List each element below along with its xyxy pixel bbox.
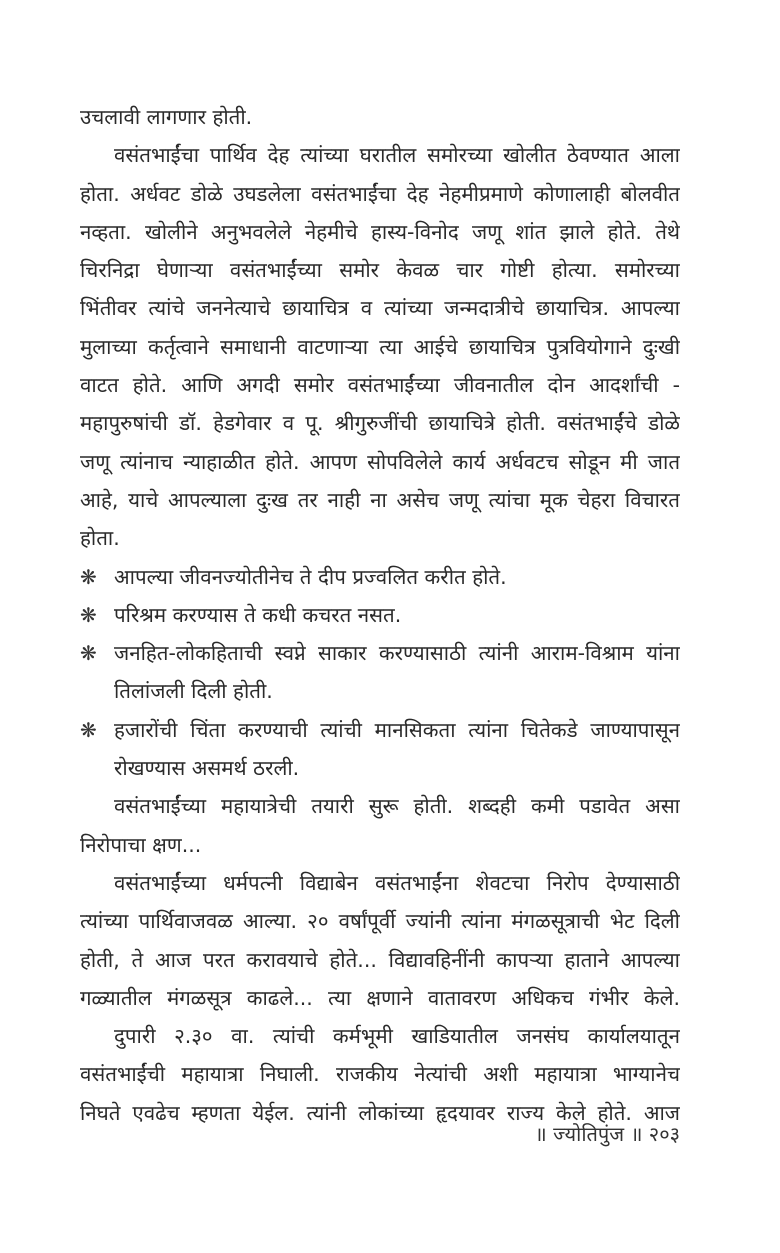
- text-line: [80, 826, 680, 864]
- text-line: [80, 749, 680, 787]
- text-line: [80, 558, 680, 596]
- line-text: निघते एवढेच म्हणता येईल. त्यांनी लोकांच्या हृदयावर राज्य केले होते. आज: [80, 1100, 680, 1125]
- line-text: तिलांजली दिली होती.: [114, 679, 273, 704]
- line-text: परिश्रम करण्यास ते कधी कचरत नसत.: [114, 602, 402, 627]
- text-line: [80, 1055, 680, 1093]
- line-text: वसंतभाईंची महायात्रा निघाली. राजकीय नेत्यांची अशी महायात्रा भाग्यानेच: [80, 1062, 680, 1087]
- line-text: नव्हता. खोलीने अनुभवलेले नेहमीचे हास्य-विनोद जणू शांत झाले होते. तेथे: [80, 219, 680, 244]
- line-text: दुपारी २.३० वा. त्यांची कर्मभूमी खाडियातील जनसंघ कार्यालयातून: [114, 1024, 680, 1049]
- text-line: [80, 443, 680, 481]
- body-text: [80, 98, 680, 1132]
- line-text: चिरनिद्रा घेणाऱ्या वसंतभाईंच्या समोर केवळ चार गोष्टी होत्या. समोरच्या: [80, 258, 680, 283]
- text-line: [80, 634, 680, 672]
- line-text: जणू त्यांनाच न्याहाळीत होते. आपण सोपविलेले कार्य अर्धवटच सोडून मी जात: [80, 449, 680, 474]
- line-text: जनहित-लोकहिताची स्वप्ने साकार करण्यासाठी त्यांनी आराम-विश्राम यांना: [114, 641, 680, 666]
- line-text: गळ्यातील मंगळसूत्र काढले... त्या क्षणाने वातावरण अधिकच गंभीर केले.: [80, 985, 680, 1010]
- text-line: [80, 1017, 680, 1055]
- text-line: [80, 251, 680, 289]
- line-text: वाटत होते. आणि अगदी समोर वसंतभाईंच्या जीवनातील दोन आदर्शांची -: [80, 373, 680, 398]
- line-text: आपल्या जीवनज्योतीनेच ते दीप प्रज्वलित करीत होते.: [114, 564, 507, 589]
- text-line: [80, 711, 680, 749]
- text-line: [80, 213, 680, 251]
- text-line: [80, 98, 680, 136]
- line-text: होता. अर्धवट डोळे उघडलेला वसंतभाईंचा देह नेहमीप्रमाणे कोणालाही बोलवीत: [80, 181, 680, 206]
- line-text: मुलाच्या कर्तृत्वाने समाधानी वाटणाऱ्या त्या आईचे छायाचित्र पुत्रवियोगाने दुःखी: [80, 334, 680, 359]
- line-text: वसंतभाईंच्या धर्मपत्नी विद्याबेन वसंतभाईंना शेवटचा निरोप देण्यासाठी: [114, 870, 680, 895]
- line-text: वसंतभाईंचा पार्थिव देह त्यांच्या घरातील समोरच्या खोलीत ठेवण्यात आला: [114, 143, 680, 168]
- line-text: उचलावी लागणार होती.: [80, 105, 253, 129]
- line-text: त्यांच्या पार्थिवाजवळ आल्या. २० वर्षांपूर्वी ज्यांनी त्यांना मंगळसूत्राची भेट दिली: [80, 909, 680, 934]
- text-line: [80, 519, 680, 557]
- line-text: भिंतीवर त्यांचे जननेत्याचे छायाचित्र व त्यांच्या जन्मदात्रीचे छायाचित्र. आपल्या: [80, 296, 680, 321]
- text-line: [80, 672, 680, 710]
- text-line: [80, 902, 680, 940]
- line-text: हजारोंची चिंता करण्याची त्यांची मानसिकता त्यांना चितेकडे जाण्यापासून: [114, 717, 680, 742]
- line-text: वसंतभाईंच्या महायात्रेची तयारी सुरू होती. शब्दही कमी पडावेत असा: [114, 794, 680, 819]
- text-line: [80, 596, 680, 634]
- line-text: निरोपाचा क्षण...: [80, 832, 202, 857]
- text-line: [80, 289, 680, 327]
- line-text: होता.: [80, 526, 120, 551]
- bullet-icon: ❋: [80, 602, 97, 627]
- bullet-icon: ❋: [80, 641, 97, 666]
- text-line: [80, 979, 680, 1017]
- line-text: महापुरुषांची डॉ. हेडगेवार व पू. श्रीगुरुजींची छायाचित्रे होती. वसंतभाईंचे डोळे: [80, 411, 680, 436]
- text-line: [80, 175, 680, 213]
- text-line: [80, 941, 680, 979]
- text-line: [80, 404, 680, 442]
- text-line: [80, 864, 680, 902]
- line-text: रोखण्यास असमर्थ ठरली.: [114, 756, 300, 781]
- page-footer: ॥ ज्योतिपुंज ॥ २०३: [534, 1122, 680, 1146]
- text-line: [80, 328, 680, 366]
- bullet-icon: ❋: [80, 564, 97, 589]
- text-line: [80, 366, 680, 404]
- line-text: होती, ते आज परत करावयाचे होते... विद्यावहिनींनी कापऱ्या हाताने आपल्या: [80, 947, 680, 972]
- text-line: [80, 481, 680, 519]
- text-line: [80, 136, 680, 174]
- line-text: आहे, याचे आपल्याला दुःख तर नाही ना असेच जणू त्यांचा मूक चेहरा विचारत: [80, 487, 680, 512]
- bullet-icon: ❋: [80, 717, 97, 742]
- text-line: [80, 787, 680, 825]
